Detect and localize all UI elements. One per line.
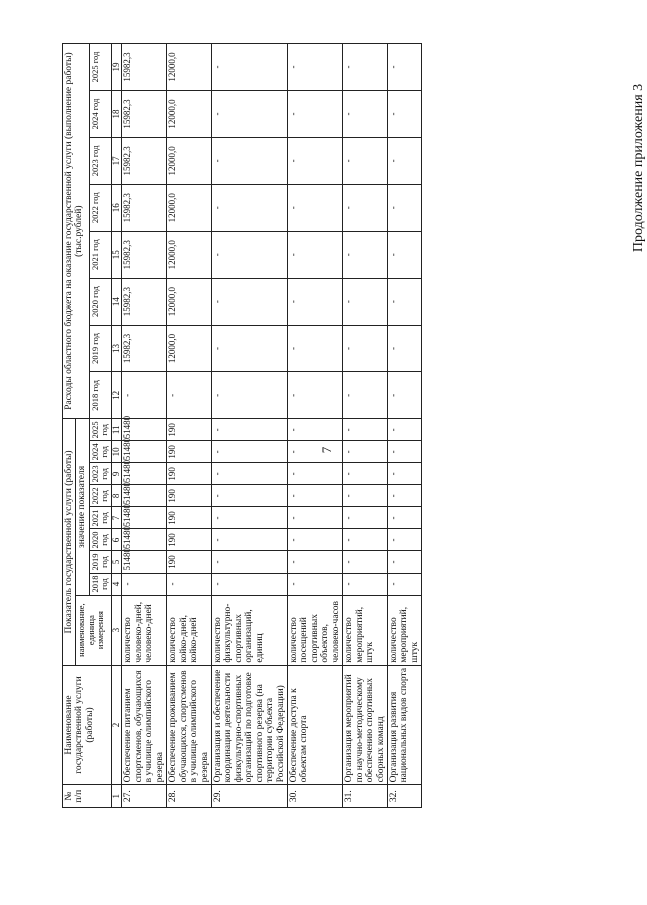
column-number: 5: [111, 551, 122, 573]
service-name: Обеспечение доступа к объектам спорта: [288, 665, 343, 785]
row-number: 30.: [288, 785, 343, 808]
expense-value: 12000,0: [167, 231, 212, 278]
expense-year-header: 2025 год: [89, 44, 111, 91]
column-number: 6: [111, 529, 122, 551]
indicator-value: -: [387, 529, 421, 551]
indicator-value: -: [343, 529, 388, 551]
expense-value: -: [387, 372, 421, 419]
value-year-header: 2025 год: [89, 419, 111, 441]
indicator-value: -: [288, 441, 343, 463]
indicator-value: 51480: [122, 441, 167, 463]
expense-value: -: [211, 325, 287, 372]
table-row: [167, 44, 212, 808]
indicator-value: 51480: [122, 551, 167, 573]
indicator-value: -: [211, 529, 287, 551]
expense-value: 15982,3: [122, 137, 167, 184]
table-row: [122, 44, 167, 808]
expense-value: 15982,3: [122, 91, 167, 138]
column-number: 17: [111, 137, 122, 184]
value-group-header: значение показателя: [76, 419, 89, 595]
rotated-table-container: [62, 43, 542, 808]
indicator-value: -: [211, 463, 287, 485]
expense-value: -: [387, 231, 421, 278]
indicator-value: -: [288, 507, 343, 529]
expense-year-header: 2023 год: [89, 137, 111, 184]
expense-value: 12000,0: [167, 278, 212, 325]
column-number: 3: [111, 595, 122, 665]
row-number: 32.: [387, 785, 421, 808]
services-table: [62, 43, 422, 808]
expense-value: 15982,3: [122, 231, 167, 278]
expense-value: -: [288, 372, 343, 419]
column-number: 8: [111, 485, 122, 507]
expense-value: -: [343, 278, 388, 325]
column-number: 16: [111, 184, 122, 231]
indicator-value: 51480: [122, 419, 167, 441]
value-year-header: 2024 год: [89, 441, 111, 463]
unit-name: количество койко-дней, койко-дней: [167, 595, 212, 665]
indicator-value: -: [167, 573, 212, 595]
expense-year-header: 2020 год: [89, 278, 111, 325]
expense-value: -: [387, 91, 421, 138]
expense-value: -: [211, 278, 287, 325]
column-number: 11: [111, 419, 122, 441]
expense-value: -: [122, 372, 167, 419]
indicator-value: -: [387, 485, 421, 507]
value-year-header: 2022 год: [89, 485, 111, 507]
column-number: 18: [111, 91, 122, 138]
expense-value: -: [343, 91, 388, 138]
column-number: 7: [111, 507, 122, 529]
expense-group-header: Расходы областного бюджета на оказание государственной услуги (выполнение работы) (тыс.рублей): [63, 44, 90, 419]
table-row: [387, 44, 421, 808]
expense-value: -: [288, 137, 343, 184]
table-row: [211, 44, 287, 808]
unit-name: количество мероприятий, штук: [343, 595, 388, 665]
expense-value: -: [343, 231, 388, 278]
expense-value: -: [343, 372, 388, 419]
indicator-value: 51480: [122, 507, 167, 529]
indicator-value: 190: [167, 551, 212, 573]
service-name: Организация мероприятий по научно-методическому обеспечению спортивных сборных команд: [343, 665, 388, 785]
indicator-value: -: [211, 573, 287, 595]
expense-value: -: [288, 91, 343, 138]
unit-name: количество мероприятий, штук: [387, 595, 421, 665]
indicator-value: -: [343, 485, 388, 507]
indicator-value: 190: [167, 485, 212, 507]
indicator-group-header: Показатель государственной услуги (работы): [63, 419, 76, 665]
expense-value: -: [211, 231, 287, 278]
value-year-header: 2021 год: [89, 507, 111, 529]
col-name-header: Наименование государственной услуги (работы): [63, 665, 112, 785]
row-number: 28.: [167, 785, 212, 808]
row-number: 31.: [343, 785, 388, 808]
indicator-value: 190: [167, 441, 212, 463]
value-year-header: 2020 год: [89, 529, 111, 551]
expense-value: 12000,0: [167, 44, 212, 91]
service-name: Организация развития национальных видов спорта: [387, 665, 421, 785]
indicator-value: -: [343, 507, 388, 529]
indicator-value: -: [387, 551, 421, 573]
expense-value: -: [211, 44, 287, 91]
column-number: 12: [111, 372, 122, 419]
indicator-value: -: [211, 441, 287, 463]
expense-value: -: [343, 137, 388, 184]
indicator-value: -: [343, 441, 388, 463]
indicator-value: -: [122, 573, 167, 595]
indicator-value: -: [211, 507, 287, 529]
expense-year-header: 2022 год: [89, 184, 111, 231]
expense-value: -: [288, 184, 343, 231]
expense-value: -: [343, 184, 388, 231]
column-number: 15: [111, 231, 122, 278]
expense-value: 12000,0: [167, 91, 212, 138]
unit-name: количество посещений спортивных объектов, человеко-часов: [288, 595, 343, 665]
indicator-value: -: [343, 573, 388, 595]
expense-value: -: [387, 325, 421, 372]
expense-value: -: [387, 278, 421, 325]
indicator-value: -: [288, 463, 343, 485]
column-number: 10: [111, 441, 122, 463]
indicator-value: -: [288, 529, 343, 551]
column-number: 19: [111, 44, 122, 91]
indicator-value: -: [288, 551, 343, 573]
value-year-header: 2018 год: [89, 573, 111, 595]
indicator-value: -: [211, 419, 287, 441]
expense-value: -: [343, 44, 388, 91]
indicator-value: 190: [167, 419, 212, 441]
expense-value: -: [211, 137, 287, 184]
expense-value: -: [167, 372, 212, 419]
expense-value: -: [211, 184, 287, 231]
expense-value: 12000,0: [167, 184, 212, 231]
expense-value: -: [288, 231, 343, 278]
indicator-value: -: [387, 463, 421, 485]
continuation-note: Продолжение приложения 3: [631, 83, 647, 253]
expense-year-header: 2018 год: [89, 372, 111, 419]
expense-value: 15982,3: [122, 325, 167, 372]
expense-value: -: [343, 325, 388, 372]
indicator-value: 190: [167, 507, 212, 529]
value-year-header: 2023 год: [89, 463, 111, 485]
indicator-value: -: [288, 419, 343, 441]
column-number: 4: [111, 573, 122, 595]
service-name: Обеспечение питанием спортсменов, обучающихся в училище олимпийского резерва: [122, 665, 167, 785]
indicator-value: -: [387, 419, 421, 441]
expense-value: -: [387, 44, 421, 91]
expense-value: 15982,3: [122, 44, 167, 91]
indicator-value: 51480: [122, 485, 167, 507]
indicator-value: -: [343, 463, 388, 485]
expense-value: -: [387, 184, 421, 231]
col-num-header: № п/п: [63, 785, 112, 808]
column-number: 9: [111, 463, 122, 485]
indicator-value: -: [288, 573, 343, 595]
row-number: 27.: [122, 785, 167, 808]
expense-value: -: [211, 91, 287, 138]
expense-year-header: 2019 год: [89, 325, 111, 372]
service-name: Обеспечение проживанием обучающихся, спортсменов в училище олимпийского резерва: [167, 665, 212, 785]
expense-year-header: 2024 год: [89, 91, 111, 138]
service-name: Организация и обеспечение координации деятельности физкультурно-спортивных организаций по подготовке спортивного резерва (на территории субъекта Российской Федерации): [211, 665, 287, 785]
indicator-value: -: [387, 573, 421, 595]
indicator-value: 51480: [122, 463, 167, 485]
expense-value: -: [387, 137, 421, 184]
indicator-value: 51480: [122, 529, 167, 551]
expense-year-header: 2021 год: [89, 231, 111, 278]
indicator-value: 190: [167, 529, 212, 551]
column-number: 1: [111, 785, 122, 808]
table-row: [343, 44, 388, 808]
indicator-value: 190: [167, 463, 212, 485]
expense-value: 12000,0: [167, 325, 212, 372]
unit-name: количество физкультурно-спортивных организаций, единиц: [211, 595, 287, 665]
unit-name: количество человеко-дней, человеко-дней: [122, 595, 167, 665]
expense-value: -: [288, 44, 343, 91]
indicator-value: -: [343, 419, 388, 441]
indicator-value: -: [343, 551, 388, 573]
indicator-value: -: [211, 485, 287, 507]
expense-value: -: [288, 278, 343, 325]
column-number: 14: [111, 278, 122, 325]
expense-value: 15982,3: [122, 184, 167, 231]
expense-value: -: [288, 325, 343, 372]
column-number: 13: [111, 325, 122, 372]
expense-value: -: [211, 372, 287, 419]
indicator-value: -: [211, 551, 287, 573]
indicator-value: -: [288, 485, 343, 507]
page-number: 7: [319, 446, 334, 454]
col-unit-header: наименование, единица измерения: [76, 595, 111, 665]
expense-value: 15982,3: [122, 278, 167, 325]
expense-value: 12000,0: [167, 137, 212, 184]
indicator-value: -: [387, 441, 421, 463]
column-number: 2: [111, 665, 122, 785]
value-year-header: 2019 год: [89, 551, 111, 573]
indicator-value: -: [387, 507, 421, 529]
table-row: [288, 44, 343, 808]
row-number: 29.: [211, 785, 287, 808]
